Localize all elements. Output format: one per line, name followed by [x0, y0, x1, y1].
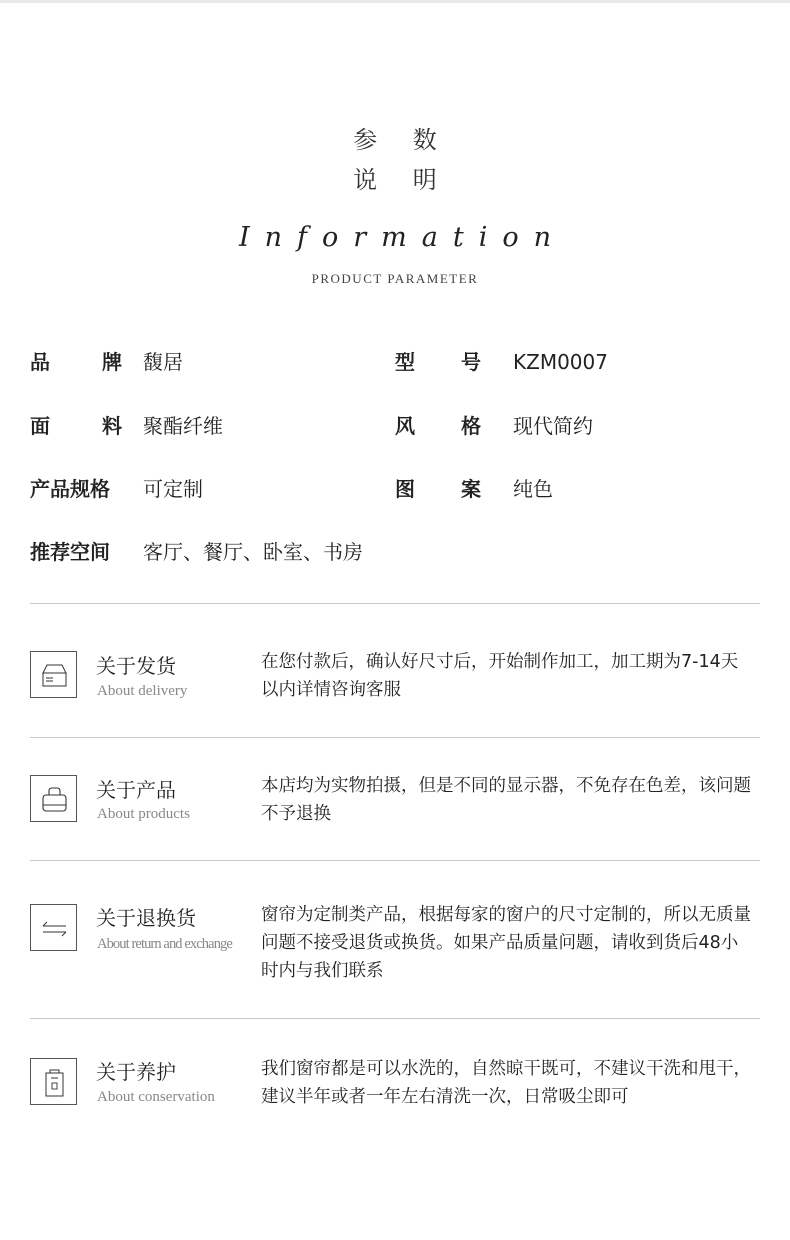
param-brand-label-a: 品	[30, 350, 50, 374]
param-space-value: 客厅、餐厅、卧室、书房	[143, 540, 363, 564]
param-model-value: KZM0007	[513, 350, 608, 374]
param-spec-label: 产品规格	[30, 477, 110, 501]
param-fabric-label-b: 料	[102, 414, 122, 438]
section-subtitle: About delivery	[97, 683, 188, 699]
param-pattern	[395, 477, 481, 501]
param-brand-label-b: 牌	[102, 350, 122, 374]
info-subtitle: PRODUCT PARAMETER	[311, 271, 479, 286]
param-brand-value: 馥居	[143, 350, 183, 374]
box-icon	[30, 651, 77, 698]
divider	[30, 1018, 760, 1019]
top-border	[0, 0, 790, 3]
section-subtitle: About return and exchange	[97, 936, 232, 952]
care-label-icon	[30, 1058, 77, 1105]
param-brand	[30, 350, 122, 374]
param-fabric-label-a: 面	[30, 414, 50, 438]
section-text: 窗帘为定制类产品，根据每家的窗户的尺寸定制的，所以无质量问题不接受退货或换货。如果产品质量问题，请收到货后48小时内与我们联系	[261, 905, 751, 981]
param-style	[395, 414, 481, 438]
exchange-arrows-icon	[30, 904, 77, 951]
section-subtitle: About conservation	[97, 1089, 215, 1105]
param-style-label	[395, 414, 481, 438]
param-style-label-b: 格	[461, 414, 481, 438]
param-model-label	[395, 350, 481, 374]
section-title: 关于发货	[96, 654, 176, 678]
divider	[30, 860, 760, 861]
param-model-label-b: 号	[461, 350, 481, 374]
param-fabric-value: 聚酯纤维	[143, 414, 223, 438]
bag-icon	[30, 775, 77, 822]
param-pattern-value: 纯色	[513, 477, 553, 501]
param-space-label: 推荐空间	[30, 540, 110, 564]
param-spec-value: 可定制	[143, 477, 203, 501]
param-pattern-label	[395, 477, 481, 501]
param-brand-label	[30, 350, 122, 374]
param-model-label-a: 型	[395, 350, 415, 374]
heading-line-2: 说 明	[353, 166, 451, 194]
param-fabric	[30, 414, 122, 438]
section-title: 关于产品	[96, 778, 176, 802]
divider	[30, 603, 760, 604]
heading-line-1: 参 数	[353, 126, 451, 154]
info-title: Information	[238, 222, 567, 253]
section-subtitle: About products	[97, 806, 190, 822]
section-title: 关于退换货	[96, 906, 196, 930]
section-text: 本店均为实物拍摄，但是不同的显示器，不免存在色差，该问题不予退换	[261, 776, 751, 824]
section-text: 在您付款后，确认好尺寸后，开始制作加工，加工期为7-14天以内详情咨询客服	[261, 652, 739, 700]
param-model	[395, 350, 481, 374]
param-style-value: 现代简约	[513, 414, 593, 438]
section-text: 我们窗帘都是可以水洗的，自然晾干既可，不建议干洗和甩干，建议半年或者一年左右清洗一次，日常吸尘即可	[261, 1059, 751, 1107]
param-pattern-label-b: 案	[461, 477, 481, 501]
param-pattern-label-a: 图	[395, 477, 415, 501]
section-title: 关于养护	[96, 1060, 176, 1084]
param-fabric-label	[30, 414, 122, 438]
param-style-label-a: 风	[395, 414, 415, 438]
divider	[30, 737, 760, 738]
